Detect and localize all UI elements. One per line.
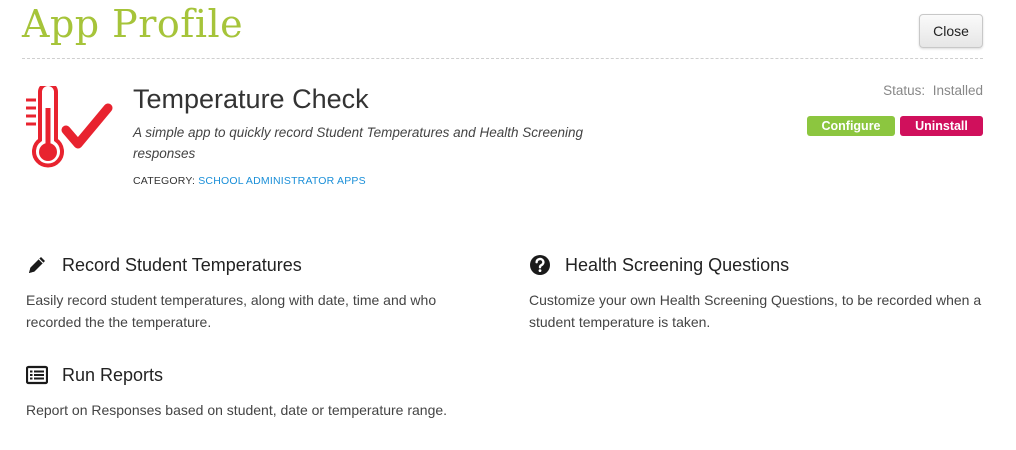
status-value: Installed <box>932 83 983 98</box>
action-buttons <box>807 116 983 136</box>
app-category <box>133 175 366 187</box>
feature-body: Easily record student temperatures, along with date, time and who recorded the the temperature. <box>26 292 437 330</box>
feature-body: Report on Responses based on student, date or temperature range. <box>26 402 448 418</box>
status-indicator <box>883 83 983 98</box>
configure-button[interactable]: Configure <box>807 116 895 136</box>
category-label: CATEGORY: <box>133 175 196 187</box>
category-link[interactable]: SCHOOL ADMINISTRATOR APPS <box>198 175 366 187</box>
feature-title: Record Student Temperatures <box>62 254 302 275</box>
list-icon <box>26 364 48 386</box>
status-label: Status: <box>883 83 926 98</box>
header-divider <box>22 58 983 59</box>
thermometer-check-icon <box>24 86 114 170</box>
feature-health-screening <box>529 253 989 333</box>
feature-run-reports <box>26 363 486 421</box>
question-circle-icon <box>529 254 551 276</box>
feature-record-temperatures <box>26 253 486 333</box>
feature-title: Run Reports <box>62 364 164 385</box>
feature-title: Health Screening Questions <box>565 254 790 275</box>
app-name: Temperature Check <box>133 84 369 114</box>
pencil-icon <box>26 254 48 276</box>
feature-body: Customize your own Health Screening Questions, to be recorded when a student temperature is taken. <box>529 292 982 330</box>
app-description: A simple app to quickly record Student Temperatures and Health Screening responses <box>133 125 584 161</box>
close-button[interactable]: Close <box>919 14 983 48</box>
page-title: App Profile <box>22 2 244 46</box>
uninstall-button[interactable]: Uninstall <box>900 116 983 136</box>
